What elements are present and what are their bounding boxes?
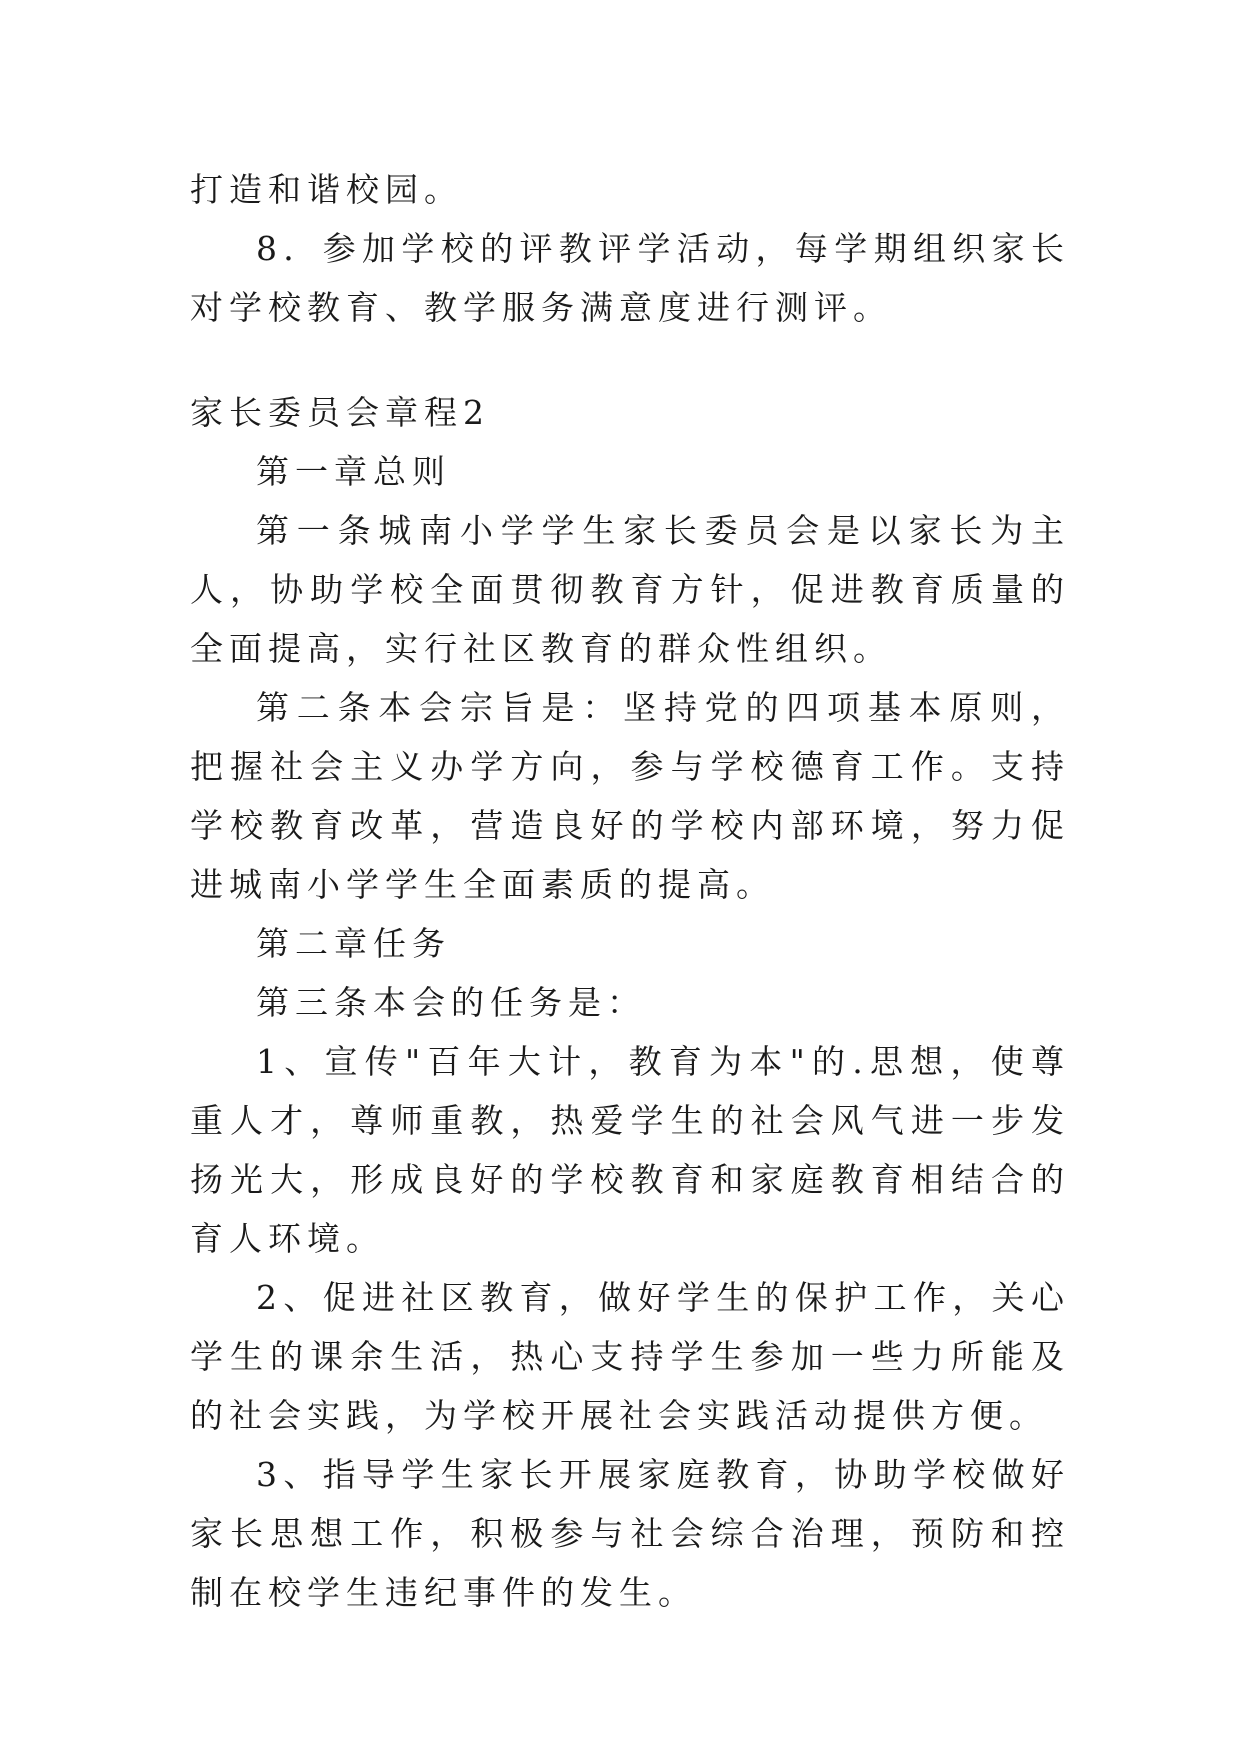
task-item-1: 1、宣传"百年大计，教育为本"的.思想，使尊重人才，尊师重教，热爱学生的社会风气进一步发扬光大，形成良好的学校教育和家庭教育相结合的育人环境。	[190, 1042, 1070, 1258]
article-3: 第三条本会的任务是：	[256, 983, 646, 1022]
section-title: 家长委员会章程2	[190, 393, 490, 432]
paragraph-continuation: 打造和谐校园。	[190, 170, 463, 209]
chapter-heading-2: 第二章任务	[256, 924, 451, 963]
article-2: 第二条本会宗旨是：坚持党的四项基本原则，把握社会主义办学方向，参与学校德育工作。支持学校教育改革，营造良好的学校内部环境，努力促进城南小学学生全面素质的提高。	[190, 688, 1070, 904]
article-1: 第一条城南小学学生家长委员会是以家长为主人，协助学校全面贯彻教育方针，促进教育质量的全面提高，实行社区教育的群众性组织。	[190, 511, 1070, 668]
document-body	[190, 160, 1070, 1622]
section-gap	[190, 337, 1070, 383]
chapter-heading-1: 第一章总则	[256, 452, 451, 491]
task-item-2: 2、促进社区教育，做好学生的保护工作，关心学生的课余生活，热心支持学生参加一些力所能及的社会实践，为学校开展社会实践活动提供方便。	[190, 1278, 1070, 1435]
task-item-3: 3、指导学生家长开展家庭教育，协助学校做好家长思想工作，积极参与社会综合治理，预防和控制在校学生违纪事件的发生。	[190, 1455, 1070, 1612]
paragraph-item-8: 8．参加学校的评教评学活动，每学期组织家长对学校教育、教学服务满意度进行测评。	[190, 229, 1070, 327]
